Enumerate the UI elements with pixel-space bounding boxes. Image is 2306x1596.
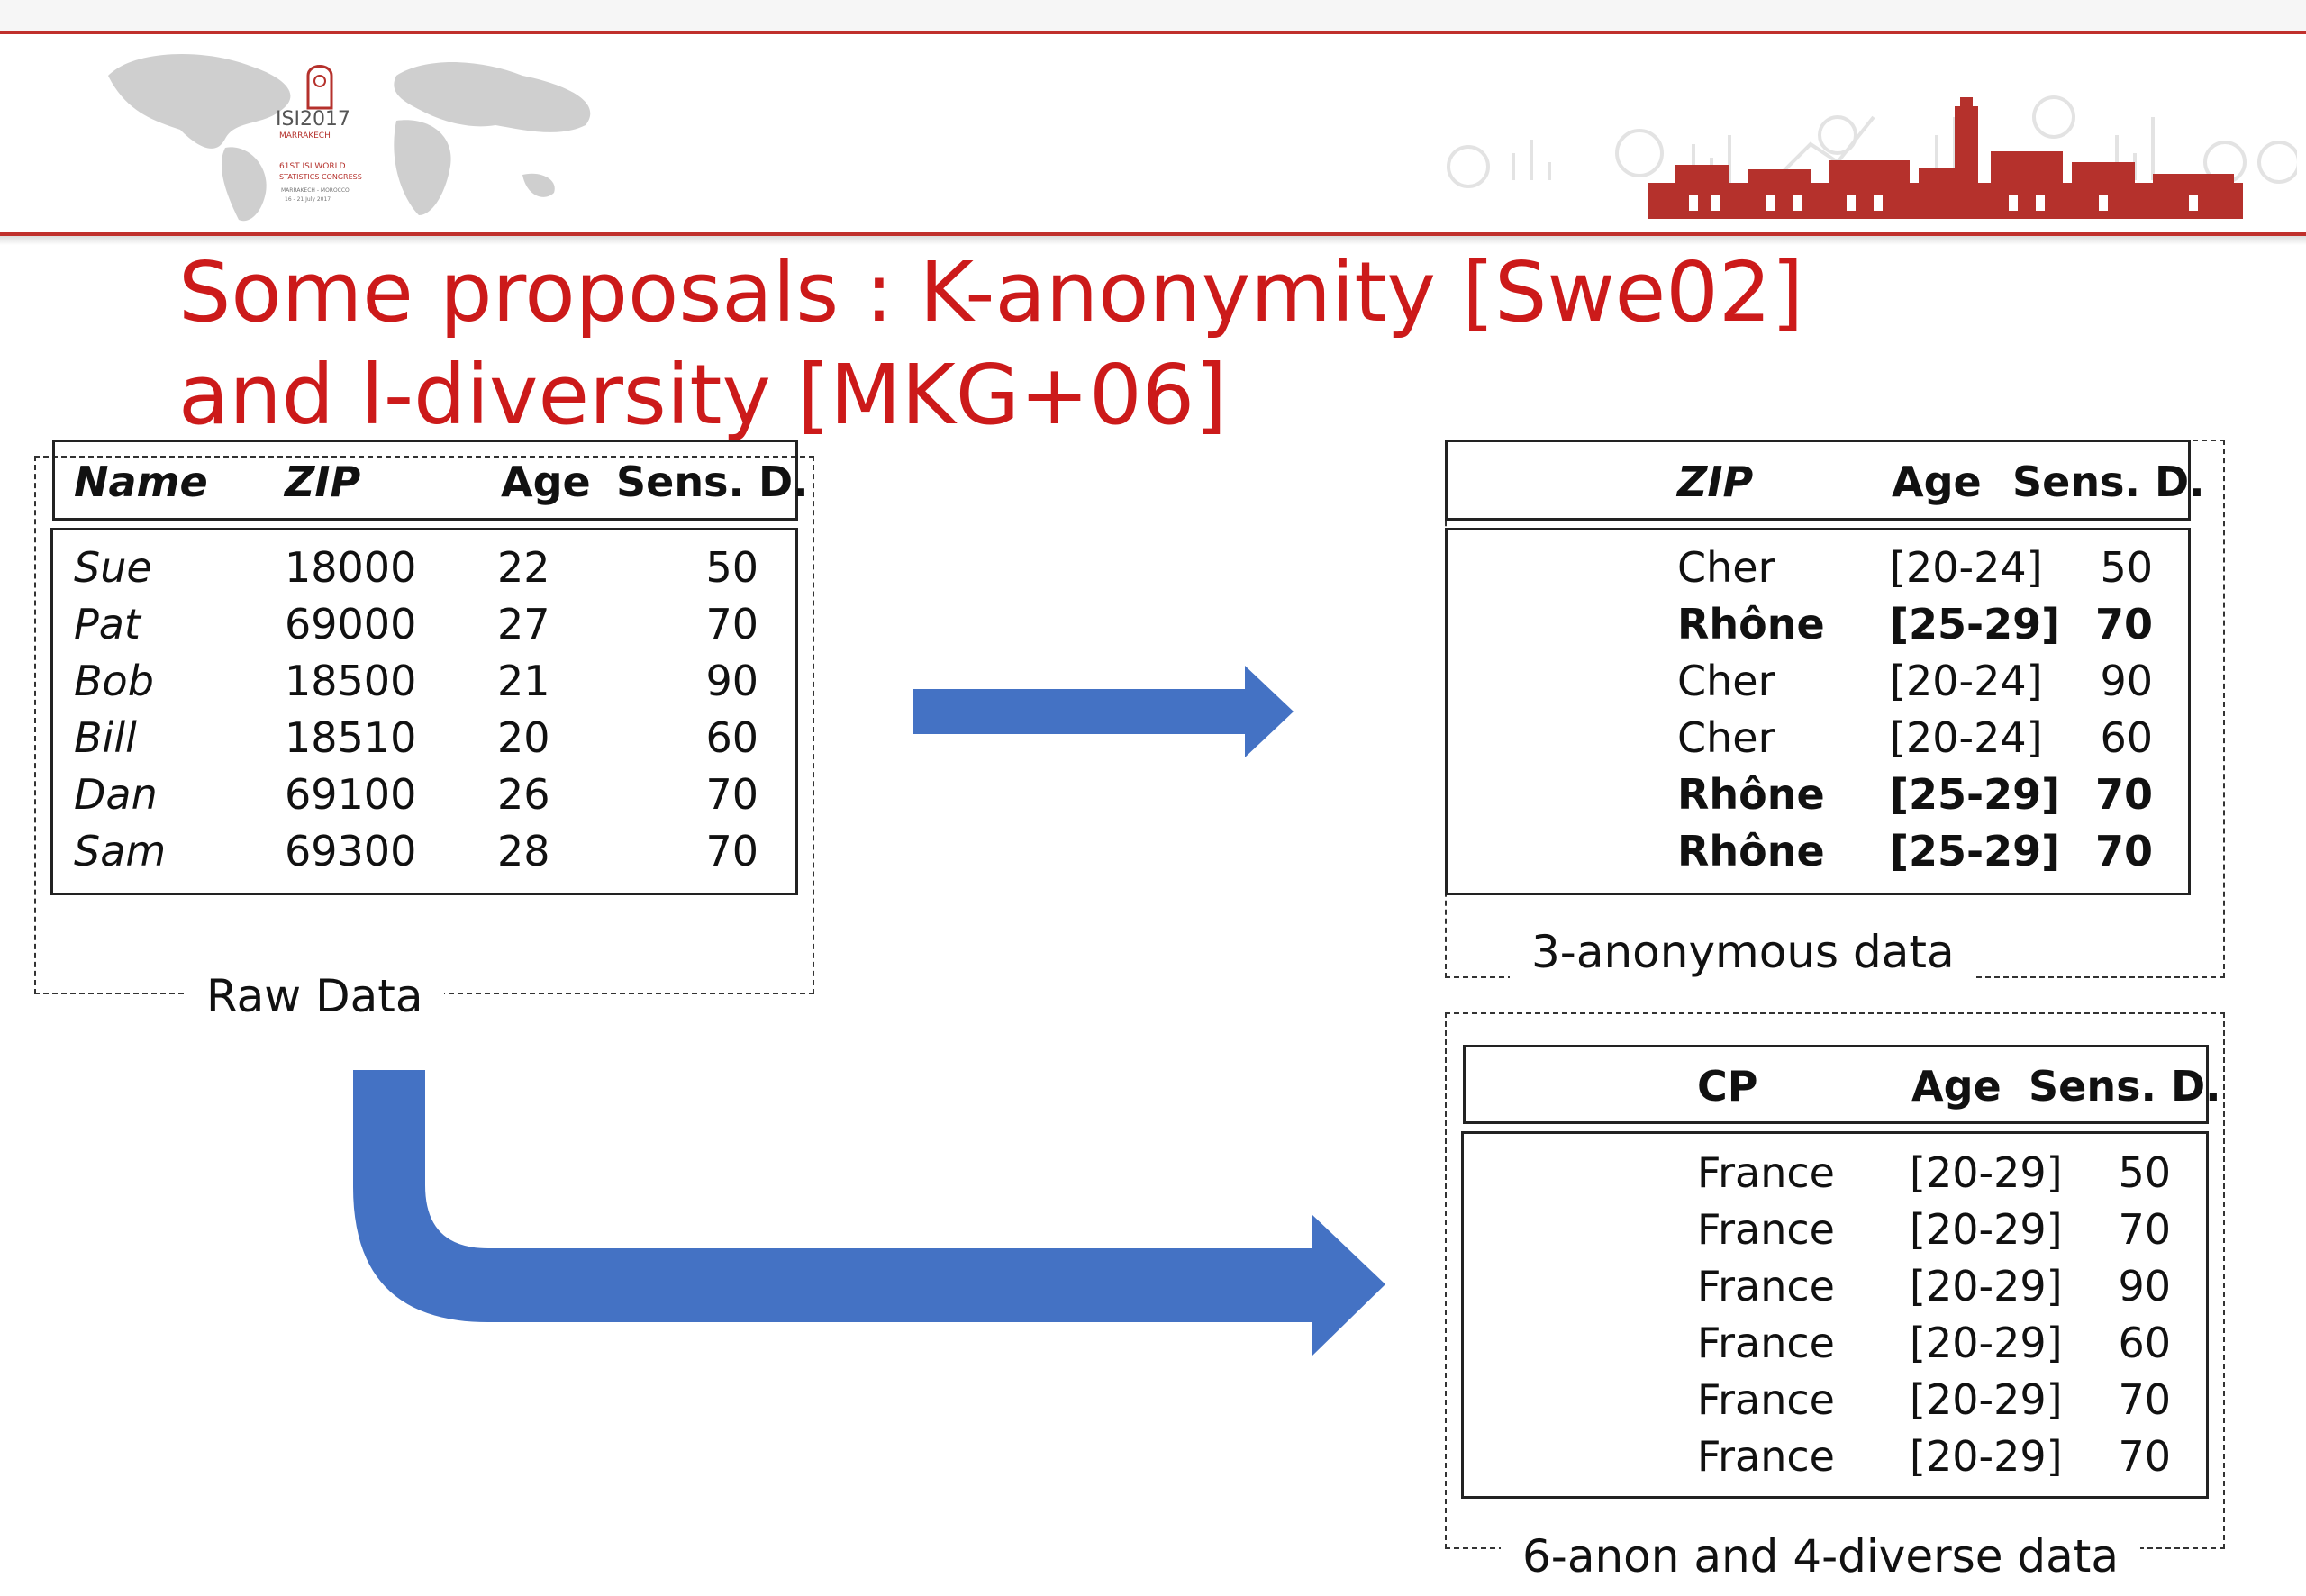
anon-cell: Rhône	[1677, 770, 1825, 819]
diverse-cell: 60	[2118, 1319, 2171, 1367]
diverse-cell: 70	[2118, 1432, 2171, 1481]
raw-header-zip: ZIP	[285, 458, 361, 506]
anon-cell: 70	[2094, 600, 2153, 648]
anon-cell: 60	[2100, 713, 2153, 762]
diverse-cell: France	[1697, 1319, 1835, 1367]
diverse-cell: France	[1697, 1375, 1835, 1424]
raw-cell: 18000	[285, 543, 417, 592]
arrow-right-icon	[910, 662, 1297, 761]
raw-cell: 18510	[285, 713, 417, 762]
anon-cell: Cher	[1677, 657, 1775, 705]
slide-title: Some proposals : K-anonymity [Swe02] and l-diversity [MKG+06]	[178, 244, 1804, 443]
raw-cell: 21	[497, 657, 550, 705]
raw-cell: Bob	[74, 657, 154, 705]
anon-cell: Rhône	[1677, 827, 1825, 875]
diverse-cell: France	[1697, 1148, 1835, 1197]
raw-cell: 69300	[285, 827, 417, 875]
raw-cell: Dan	[74, 770, 158, 819]
anon-cell: [25-29]	[1890, 827, 2061, 875]
logo-congress-line2: STATISTICS CONGRESS	[279, 173, 362, 181]
isi2017-logo	[270, 56, 369, 218]
raw-header-name: Name	[74, 458, 208, 506]
anon-header-age: Age	[1892, 458, 1982, 506]
anon-cell: [20-24]	[1890, 713, 2043, 762]
curved-arrow-icon	[350, 1066, 1389, 1364]
anon-cell: 90	[2100, 657, 2153, 705]
anon-cell: [20-24]	[1890, 657, 2043, 705]
anon-cell: 70	[2094, 827, 2153, 875]
logo-congress-line1: 61ST ISI WORLD	[279, 162, 346, 171]
diverse-cell: [20-29]	[1910, 1205, 2063, 1254]
diverse-cell: France	[1697, 1205, 1835, 1254]
anon-data-caption: 3-anonymous data	[1510, 925, 1976, 979]
logo-arch-icon	[304, 56, 335, 110]
raw-cell: 70	[705, 770, 758, 819]
raw-cell: Sue	[74, 543, 152, 592]
logo-title: ISI2017	[276, 108, 350, 131]
diverse-header-cp: CP	[1697, 1062, 1758, 1111]
anon-cell: [20-24]	[1890, 543, 2043, 592]
header-top-rule	[0, 31, 2306, 34]
raw-cell: 69000	[285, 600, 417, 648]
diverse-cell: [20-29]	[1910, 1148, 2063, 1197]
logo-dates: 16 - 21 July 2017	[285, 196, 331, 203]
anon-cell: 70	[2094, 770, 2153, 819]
diverse-cell: [20-29]	[1910, 1262, 2063, 1310]
raw-cell: 50	[705, 543, 758, 592]
raw-cell: 28	[497, 827, 550, 875]
diverse-cell: 50	[2118, 1148, 2171, 1197]
raw-cell: 70	[705, 600, 758, 648]
raw-cell: Bill	[74, 713, 137, 762]
anon-cell: Rhône	[1677, 600, 1825, 648]
raw-header-age: Age	[501, 458, 591, 506]
raw-cell: 70	[705, 827, 758, 875]
logo-place: MARRAKECH - MOROCCO	[281, 187, 350, 194]
diverse-cell: 70	[2118, 1375, 2171, 1424]
diverse-cell: France	[1697, 1432, 1835, 1481]
raw-cell: 18500	[285, 657, 417, 705]
raw-cell: 90	[705, 657, 758, 705]
diverse-cell: France	[1697, 1262, 1835, 1310]
raw-cell: Pat	[74, 600, 141, 648]
top-strip	[0, 0, 2306, 31]
anon-header-sens: Sens. D.	[2012, 458, 2205, 506]
diverse-cell: 90	[2118, 1262, 2171, 1310]
diverse-cell: [20-29]	[1910, 1319, 2063, 1367]
anon-header-zip: ZIP	[1677, 458, 1754, 506]
anon-cell: [25-29]	[1890, 770, 2061, 819]
raw-header-sens: Sens. D.	[616, 458, 809, 506]
diverse-header-sens: Sens. D.	[2029, 1062, 2221, 1111]
raw-cell: 60	[705, 713, 758, 762]
diverse-cell: [20-29]	[1910, 1432, 2063, 1481]
anon-cell: Cher	[1677, 713, 1775, 762]
raw-cell: 22	[497, 543, 550, 592]
logo-city: MARRAKECH	[279, 131, 331, 141]
raw-cell: Sam	[74, 827, 167, 875]
diverse-header-age: Age	[1911, 1062, 2002, 1111]
diverse-data-caption: 6-anon and 4-diverse data	[1501, 1529, 2140, 1583]
anon-cell: [25-29]	[1890, 600, 2061, 648]
raw-cell: 26	[497, 770, 550, 819]
raw-data-caption: Raw Data	[185, 969, 444, 1023]
raw-cell: 20	[497, 713, 550, 762]
marrakech-skyline-icon	[1648, 97, 2243, 223]
anon-cell: 50	[2100, 543, 2153, 592]
diverse-cell: [20-29]	[1910, 1375, 2063, 1424]
raw-cell: 69100	[285, 770, 417, 819]
diverse-cell: 70	[2118, 1205, 2171, 1254]
raw-cell: 27	[497, 600, 550, 648]
anon-cell: Cher	[1677, 543, 1775, 592]
